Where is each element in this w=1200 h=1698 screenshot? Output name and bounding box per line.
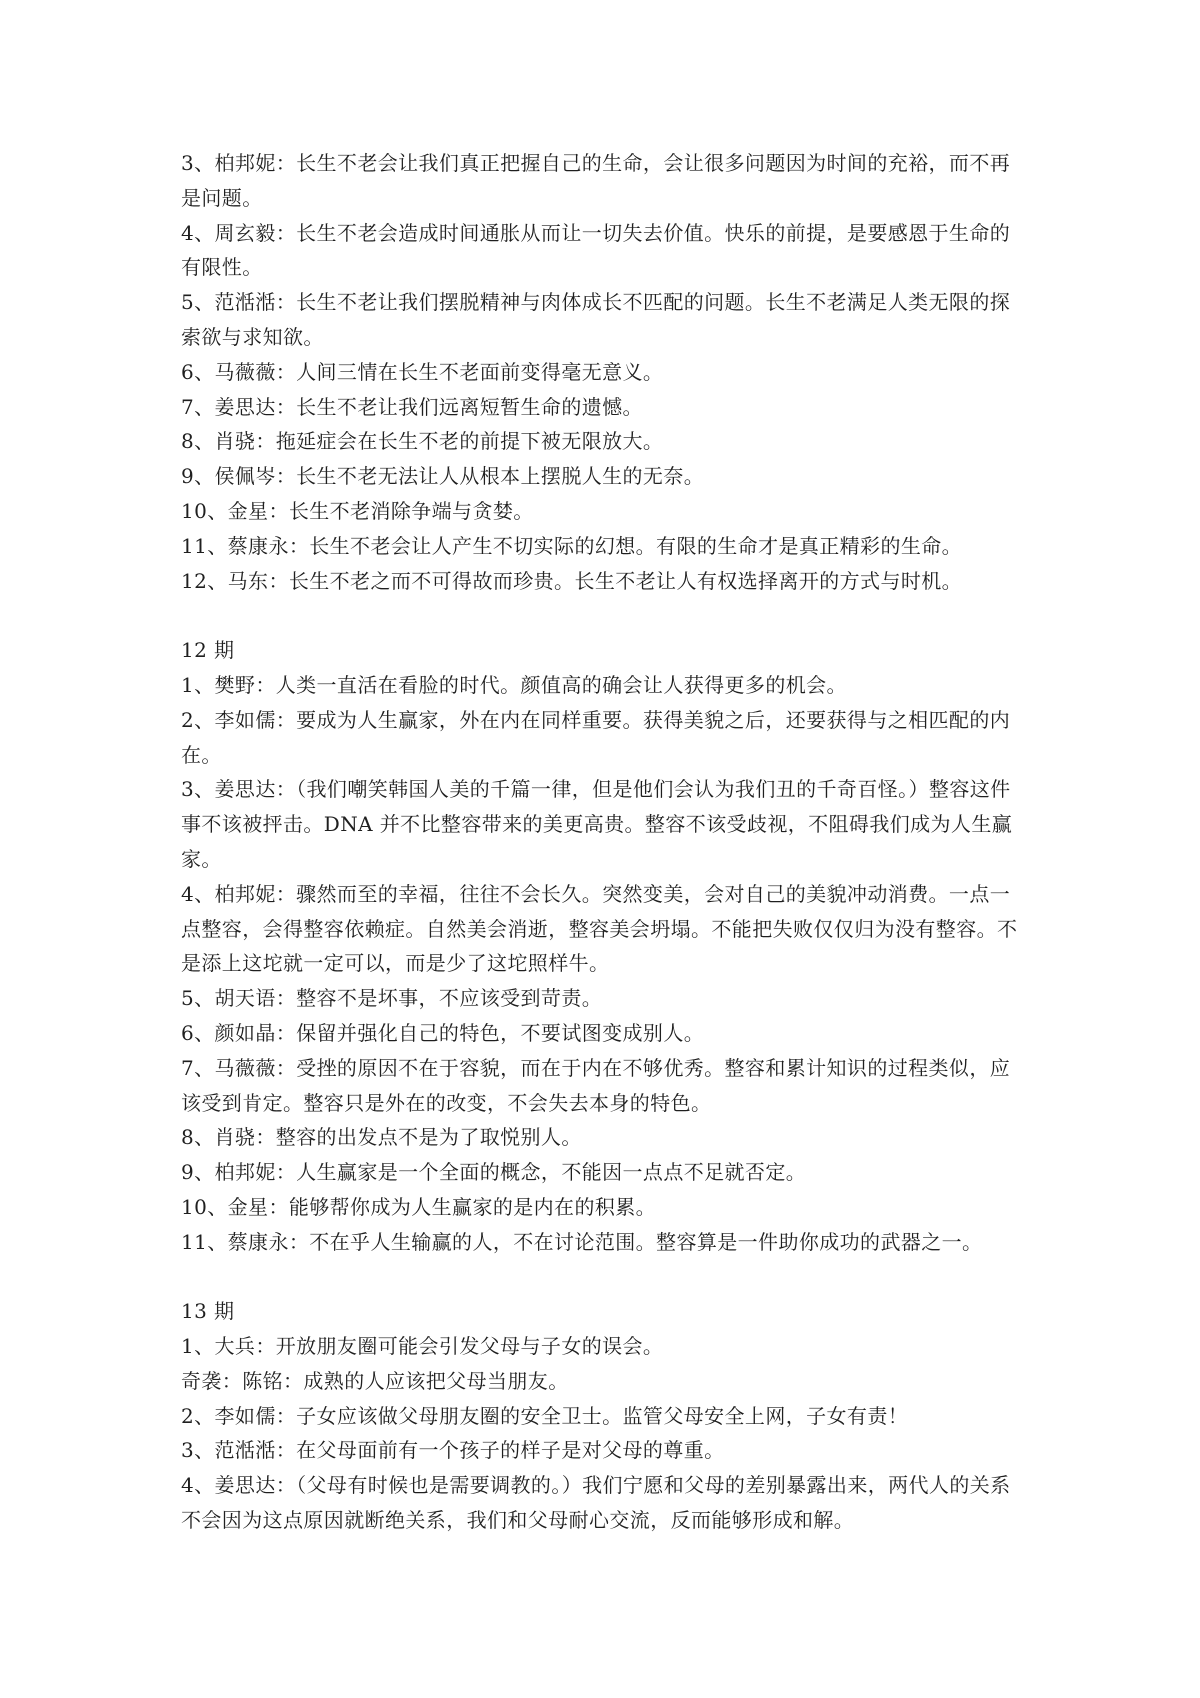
episode-heading: 13 期	[181, 1299, 235, 1324]
debate-quote-line: 4、姜思达：（父母有时候也是需要调教的。）我们宁愿和父母的差别暴露出来，两代人的关系不会因为这点原因就断绝关系，我们和父母耐心交流，反而能够形成和解。	[181, 1473, 1011, 1533]
debate-quote-line: 1、大兵：开放朋友圈可能会引发父母与子女的误会。	[181, 1334, 664, 1359]
section-episode-11-continued	[181, 146, 1023, 598]
debate-quote-line: 8、肖骁：整容的出发点不是为了取悦别人。	[181, 1125, 582, 1150]
debate-quote-line: 6、马薇薇：人间三情在长生不老面前变得毫无意义。	[181, 359, 664, 384]
debate-quote-line: 6、颜如晶：保留并强化自己的特色，不要试图变成别人。	[181, 1020, 705, 1045]
section-episode-13	[181, 1294, 1023, 1538]
section-episode-12	[181, 633, 1023, 1259]
debate-quote-line: 9、侯佩岑：长生不老无法让人从根本上摆脱人生的无奈。	[181, 464, 705, 489]
debate-quote-line: 10、金星：能够帮你成为人生赢家的是内在的积累。	[181, 1194, 657, 1219]
debate-quote-line: 8、肖骁：拖延症会在长生不老的前提下被无限放大。	[181, 429, 664, 454]
episode-heading: 12 期	[181, 638, 235, 663]
debate-quote-line: 4、柏邦妮：骤然而至的幸福，往往不会长久。突然变美，会对自己的美貌冲动消费。一点一点整容，会得整容依赖症。自然美会消逝，整容美会坍塌。不能把失败仅仅归为没有整容。不是添上这坨就一定可以，而是少了这坨照样牛。	[181, 881, 1018, 976]
debate-quote-line: 5、胡天语：整容不是坏事，不应该受到苛责。	[181, 986, 603, 1011]
debate-quote-line: 9、柏邦妮：人生赢家是一个全面的概念，不能因一点点不足就否定。	[181, 1160, 807, 1185]
debate-quote-line: 4、周玄毅：长生不老会造成时间通胀从而让一切失去价值。快乐的前提，是要感恩于生命的有限性。	[181, 220, 1011, 280]
debate-quote-line: 11、蔡康永：长生不老会让人产生不切实际的幻想。有限的生命才是真正精彩的生命。	[181, 533, 963, 558]
debate-quote-line: 1、樊野：人类一直活在看脸的时代。颜值高的确会让人获得更多的机会。	[181, 672, 847, 697]
debate-quote-line: 11、蔡康永：不在乎人生输赢的人，不在讨论范围。整容算是一件助你成功的武器之一。	[181, 1229, 983, 1254]
document-body	[181, 146, 1023, 1538]
debate-quote-line: 3、柏邦妮：长生不老会让我们真正把握自己的生命，会让很多问题因为时间的充裕，而不再是问题。	[181, 151, 1011, 210]
debate-quote-line: 5、范湉湉：长生不老让我们摆脱精神与肉体成长不匹配的问题。长生不老满足人类无限的探索欲与求知欲。	[181, 290, 1011, 349]
debate-quote-line: 奇袭：陈铭：成熟的人应该把父母当朋友。	[181, 1368, 569, 1393]
debate-quote-line: 10、金星：长生不老消除争端与贪婪。	[181, 498, 534, 523]
debate-quote-line: 2、李如儒：子女应该做父母朋友圈的安全卫士。监管父母安全上网，子女有责！	[181, 1403, 909, 1428]
debate-quote-line: 2、李如儒：要成为人生赢家，外在内在同样重要。获得美貌之后，还要获得与之相匹配的内在。	[181, 707, 1011, 767]
debate-quote-line: 3、姜思达：（我们嘲笑韩国人美的千篇一律，但是他们会认为我们丑的千奇百怪。）整容这件事不该被抨击。DNA 并不比整容带来的美更高贵。整容不该受歧视，不阻碍我们成为人生赢家。	[181, 777, 1013, 871]
debate-quote-line: 3、范湉湉：在父母面前有一个孩子的样子是对父母的尊重。	[181, 1438, 725, 1463]
debate-quote-line: 7、马薇薇：受挫的原因不在于容貌，而在于内在不够优秀。整容和累计知识的过程类似，应该受到肯定。整容只是外在的改变，不会失去本身的特色。	[181, 1055, 1011, 1115]
debate-quote-line: 12、马东：长生不老之而不可得故而珍贵。长生不老让人有权选择离开的方式与时机。	[181, 568, 963, 593]
debate-quote-line: 7、姜思达：长生不老让我们远离短暂生命的遗憾。	[181, 394, 643, 419]
